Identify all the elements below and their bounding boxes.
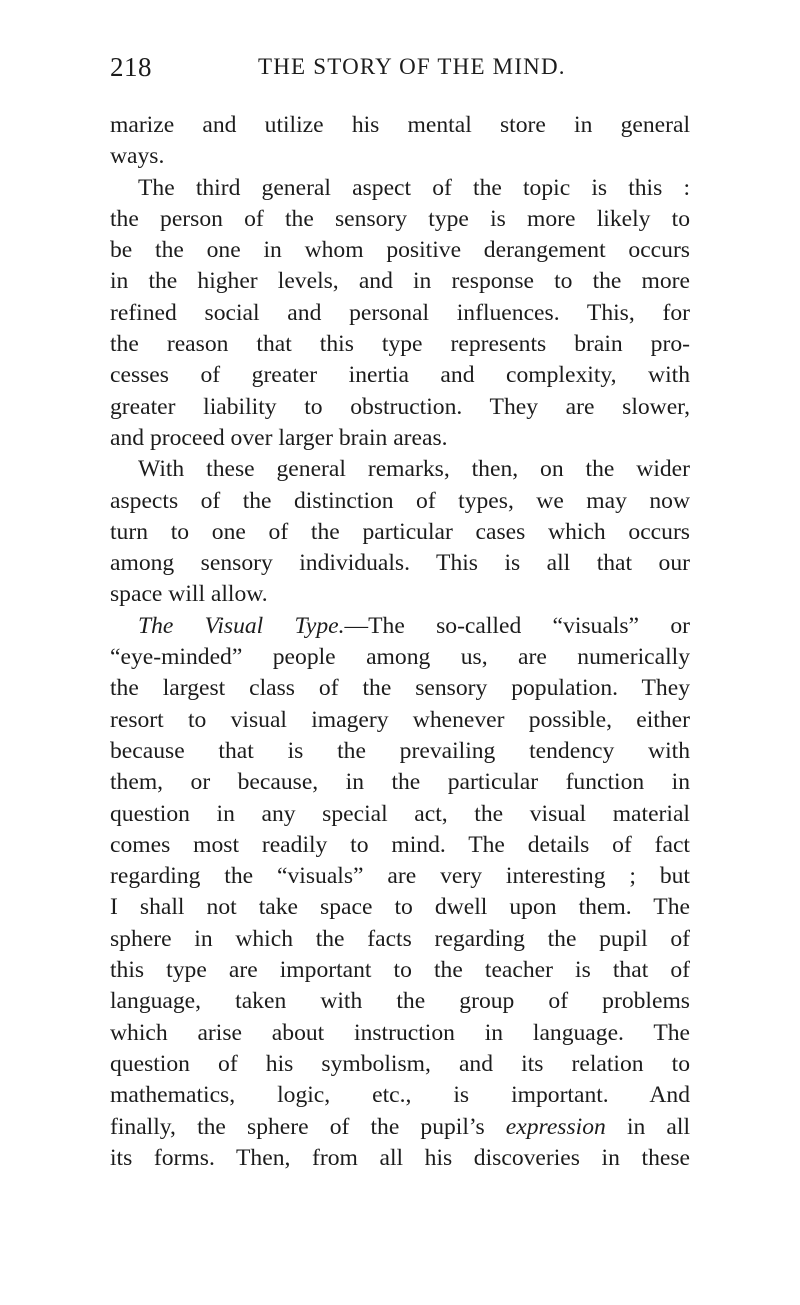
- text-line: comes most readily to mind. The details of fact: [110, 831, 690, 858]
- text-line: the reason that this type represents brain pro-: [110, 331, 690, 358]
- text-line: I shall not take space to dwell upon them. The: [110, 894, 690, 921]
- text-line: which arise about instruction in language. The: [110, 1019, 690, 1046]
- text-run: finally, the sphere of the pupil’s: [110, 1113, 506, 1140]
- text-line: among sensory individuals. This is all that our: [110, 550, 690, 577]
- text-line: cesses of greater inertia and complexity, with: [110, 362, 690, 389]
- text-line: mathematics, logic, etc., is important. And: [110, 1082, 690, 1109]
- text-line: the person of the sensory type is more likely to: [110, 205, 690, 232]
- text-line: space will allow.: [110, 581, 268, 608]
- text-line: turn to one of the particular cases which occurs: [110, 518, 690, 545]
- text-line: ways.: [110, 143, 165, 170]
- text-line: this type are important to the teacher is that of: [110, 957, 690, 984]
- text-run: in all: [605, 1113, 690, 1140]
- text-line: regarding the “visuals” are very interesting ; but: [110, 863, 690, 890]
- text-line: in the higher levels, and in response to the more: [110, 268, 690, 295]
- paragraph-start-line: The third general aspect of the topic is this :: [138, 174, 690, 201]
- text-line: resort to visual imagery whenever possible, either: [110, 706, 690, 733]
- emphasis-expression: expression: [505, 1113, 606, 1140]
- text-line: language, taken with the group of problems: [110, 988, 690, 1015]
- text-line: aspects of the distinction of types, we may now: [110, 487, 690, 514]
- text-line: the largest class of the sensory population. They: [110, 675, 690, 702]
- text-line: greater liability to obstruction. They are slower,: [110, 393, 690, 420]
- text-line: because that is the prevailing tendency with: [110, 737, 690, 764]
- text-line: “eye-minded” people among us, are numerically: [110, 644, 690, 671]
- body-text: [110, 110, 690, 1174]
- paragraph-start-line: With these general remarks, then, on the wider: [138, 456, 690, 483]
- running-title: THE STORY OF THE MIND.: [258, 54, 566, 79]
- text-line: be the one in whom positive derangement occurs: [110, 237, 690, 264]
- text-line: marize and utilize his mental store in general: [110, 112, 690, 138]
- text-line: [110, 1112, 690, 1143]
- section-heading-visual-type: The Visual Type.: [138, 612, 345, 639]
- text-line: question of his symbolism, and its relation to: [110, 1050, 690, 1077]
- text-run: —The so-called “visuals” or: [344, 612, 690, 639]
- text-line: question in any special act, the visual material: [110, 800, 690, 827]
- text-line: refined social and personal influences. This, for: [110, 299, 690, 326]
- running-head: [110, 52, 690, 92]
- paragraph-start-line: [110, 611, 690, 642]
- page-number: 218: [110, 52, 152, 82]
- text-line: them, or because, in the particular function in: [110, 769, 690, 796]
- text-line: sphere in which the facts regarding the pupil of: [110, 925, 690, 952]
- text-line: its forms. Then, from all his discoveries in these: [110, 1144, 690, 1171]
- text-line: and proceed over larger brain areas.: [110, 424, 448, 451]
